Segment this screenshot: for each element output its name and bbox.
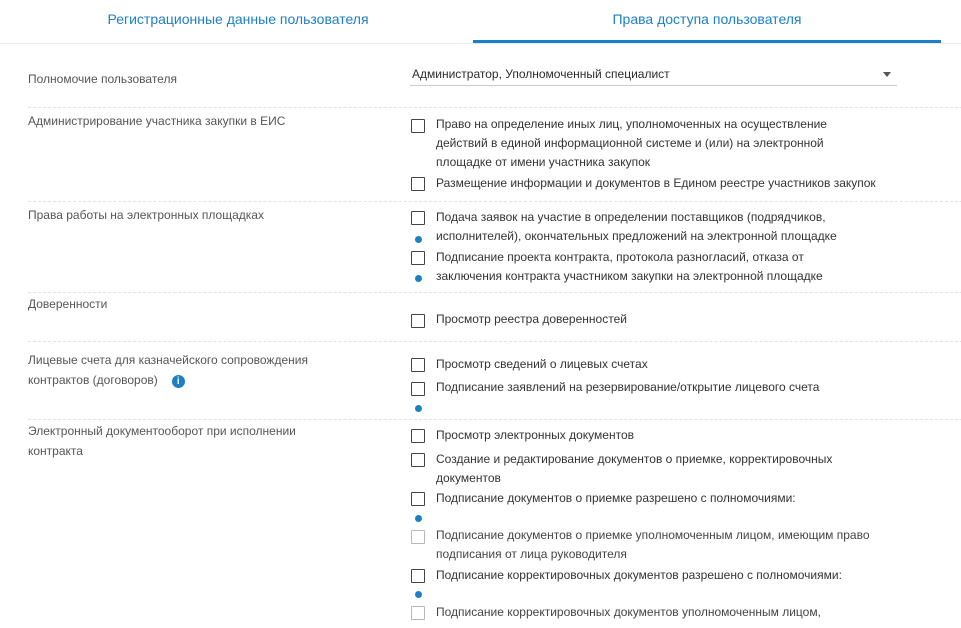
chevron-down-icon[interactable] [883, 72, 891, 77]
divider [28, 292, 961, 293]
checkbox-define-authorized-persons[interactable] [411, 119, 425, 133]
checkbox-label-sign-correction-with-authority: Подписание корректировочных документов разрешено с полномочиями: [436, 568, 842, 582]
authority-select[interactable] [410, 64, 897, 86]
label-line: подписания от лица руководителя [436, 547, 627, 561]
info-icon[interactable]: i [172, 375, 185, 388]
checkbox-label-sign-account-applications: Подписание заявлений на резервирование/открытие лицевого счета [436, 380, 820, 394]
required-dot-icon [415, 591, 422, 598]
authority-select-value: Администратор, Уполномоченный специалист [412, 67, 670, 81]
checkbox-create-edit-docs[interactable] [411, 453, 425, 467]
section-label-platforms: Права работы на электронных площадках [28, 208, 264, 222]
checkbox-view-poa-registry[interactable] [411, 314, 425, 328]
checkbox-label-view-edo: Просмотр электронных документов [436, 428, 634, 442]
checkbox-label-define-authorized-persons [436, 115, 827, 172]
checkbox-label-create-edit-docs [436, 450, 832, 488]
required-dot-icon [415, 236, 422, 243]
checkbox-register-info[interactable] [411, 177, 425, 191]
checkbox-sign-correction-with-authority[interactable] [411, 569, 425, 583]
label-line: документов [436, 471, 501, 485]
required-dot-icon [415, 275, 422, 282]
section-label-power-of-attorney: Доверенности [28, 297, 108, 311]
checkbox-sign-correction-authorized-person[interactable] [411, 606, 425, 620]
divider [28, 341, 961, 342]
label-line: площадке от имени участника закупок [436, 155, 651, 169]
checkbox-view-accounts[interactable] [411, 358, 425, 372]
checkbox-label-register-info: Размещение информации и документов в Едином реестре участников закупок [436, 176, 876, 190]
required-dot-icon [415, 405, 422, 412]
active-tab-indicator [473, 40, 941, 43]
section-label-edo [28, 421, 296, 461]
tab-bar [0, 0, 961, 44]
divider [28, 201, 961, 202]
label-line: контракта [28, 444, 83, 458]
label-line: Лицевые счета для казначейского сопровождения [28, 353, 308, 367]
section-label-admin: Администрирование участника закупки в ЕИС [28, 114, 286, 128]
label-line: Электронный документооборот при исполнении [28, 424, 296, 438]
checkbox-label-sign-acceptance-authorized-person [436, 526, 870, 564]
checkbox-label-sign-acceptance-with-authority: Подписание документов о приемке разрешено с полномочиями: [436, 491, 796, 505]
checkbox-label-sign-contract [436, 248, 823, 286]
checkbox-label-submit-applications [436, 208, 837, 246]
label-line: заключения контракта участником закупки на электронной площадке [436, 269, 823, 283]
label-line: Право на определение иных лиц, уполномоченных на осуществление [436, 117, 827, 131]
tab-access-rights[interactable]: Права доступа пользователя [612, 11, 802, 27]
label-line: исполнителей), окончательных предложений на электронной площадке [436, 229, 837, 243]
checkbox-label-view-poa-registry: Просмотр реестра доверенностей [436, 312, 627, 326]
checkbox-sign-contract[interactable] [411, 251, 425, 265]
checkbox-sign-acceptance-with-authority[interactable] [411, 492, 425, 506]
checkbox-sign-account-applications[interactable] [411, 382, 425, 396]
label-line: Подача заявок на участие в определении поставщиков (подрядчиков, [436, 210, 826, 224]
label-line: контрактов (договоров) [28, 373, 158, 387]
section-label-accounts [28, 350, 308, 390]
label-line: Подписание проекта контракта, протокола разногласий, отказа от [436, 250, 804, 264]
checkbox-label-sign-correction-authorized-person: Подписание корректировочных документов уполномоченным лицом, [436, 605, 821, 619]
checkbox-sign-acceptance-authorized-person[interactable] [411, 530, 425, 544]
checkbox-label-view-accounts: Просмотр сведений о лицевых счетах [436, 357, 648, 371]
divider [28, 107, 961, 108]
required-dot-icon [415, 515, 422, 522]
checkbox-view-edo[interactable] [411, 429, 425, 443]
label-line: Создание и редактирование документов о приемке, корректировочных [436, 452, 833, 466]
divider [28, 419, 961, 420]
tab-registration-data[interactable]: Регистрационные данные пользователя [107, 11, 369, 27]
checkbox-submit-applications[interactable] [411, 211, 425, 225]
label-line: Подписание документов о приемке уполномоченным лицом, имеющим право [436, 528, 870, 542]
label-line: действий в единой информационной системе и (или) на электронной [436, 136, 824, 150]
authority-label: Полномочие пользователя [28, 72, 177, 86]
